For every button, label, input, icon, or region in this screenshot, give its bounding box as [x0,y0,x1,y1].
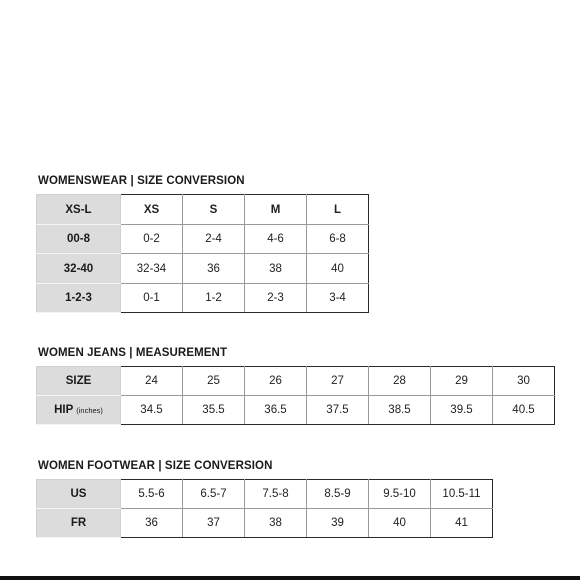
table-row [37,284,369,313]
footwear-table [36,479,493,538]
table-row [37,225,369,254]
hip-label-text: HIP [54,404,74,416]
footwear-title: WOMEN FOOTWEAR | SIZE CONVERSION [38,460,273,472]
table-cell: 32-34 [121,254,183,284]
table-cell: 40.5 [493,396,555,425]
table-cell: 30 [493,367,555,396]
table-cell: 25 [183,367,245,396]
table-cell: 5.5-6 [121,480,183,509]
womenswear-table [36,194,369,313]
table-cell: 39.5 [431,396,493,425]
table-cell: 2-3 [245,284,307,313]
table-cell: 34.5 [121,396,183,425]
table-cell: 24 [121,367,183,396]
table-cell: L [307,195,369,225]
table-cell: 35.5 [183,396,245,425]
size-label: SIZE [37,367,121,396]
table-cell: 29 [431,367,493,396]
jeans-table [36,366,555,425]
table-row [37,254,369,284]
bottom-border [0,576,580,580]
table-cell: 1-2 [183,284,245,313]
table-cell: 27 [307,367,369,396]
table-cell: 36 [121,509,183,538]
table-cell: 38 [245,254,307,284]
table-cell: 2-4 [183,225,245,254]
table-cell: 0-2 [121,225,183,254]
table-cell: S [183,195,245,225]
table-cell: 40 [369,509,431,538]
table-cell: 6.5-7 [183,480,245,509]
row-label: 00-8 [37,225,121,254]
row-label: XS-L [37,195,121,225]
table-cell: 10.5-11 [431,480,493,509]
table-cell: 37 [183,509,245,538]
table-cell: 6-8 [307,225,369,254]
table-cell: 36.5 [245,396,307,425]
table-cell: 9.5-10 [369,480,431,509]
table-cell: 41 [431,509,493,538]
table-row [37,509,493,538]
table-cell: 38.5 [369,396,431,425]
table-row [37,480,493,509]
table-cell: 0-1 [121,284,183,313]
table-cell: 8.5-9 [307,480,369,509]
table-cell: 3-4 [307,284,369,313]
table-row [37,367,555,396]
womenswear-title: WOMENSWEAR | SIZE CONVERSION [38,175,245,187]
us-label: US [37,480,121,509]
row-label: 1-2-3 [37,284,121,313]
table-cell: 38 [245,509,307,538]
table-cell: 26 [245,367,307,396]
table-cell: 36 [183,254,245,284]
jeans-title: WOMEN JEANS | MEASUREMENT [38,347,228,359]
hip-label [37,396,121,425]
hip-unit: (inches) [76,406,103,415]
row-label: 32-40 [37,254,121,284]
table-cell: 40 [307,254,369,284]
table-cell: 28 [369,367,431,396]
table-cell: XS [121,195,183,225]
table-row [37,195,369,225]
table-cell: 4-6 [245,225,307,254]
fr-label: FR [37,509,121,538]
table-cell: 37.5 [307,396,369,425]
table-row [37,396,555,425]
table-cell: 7.5-8 [245,480,307,509]
table-cell: M [245,195,307,225]
table-cell: 39 [307,509,369,538]
